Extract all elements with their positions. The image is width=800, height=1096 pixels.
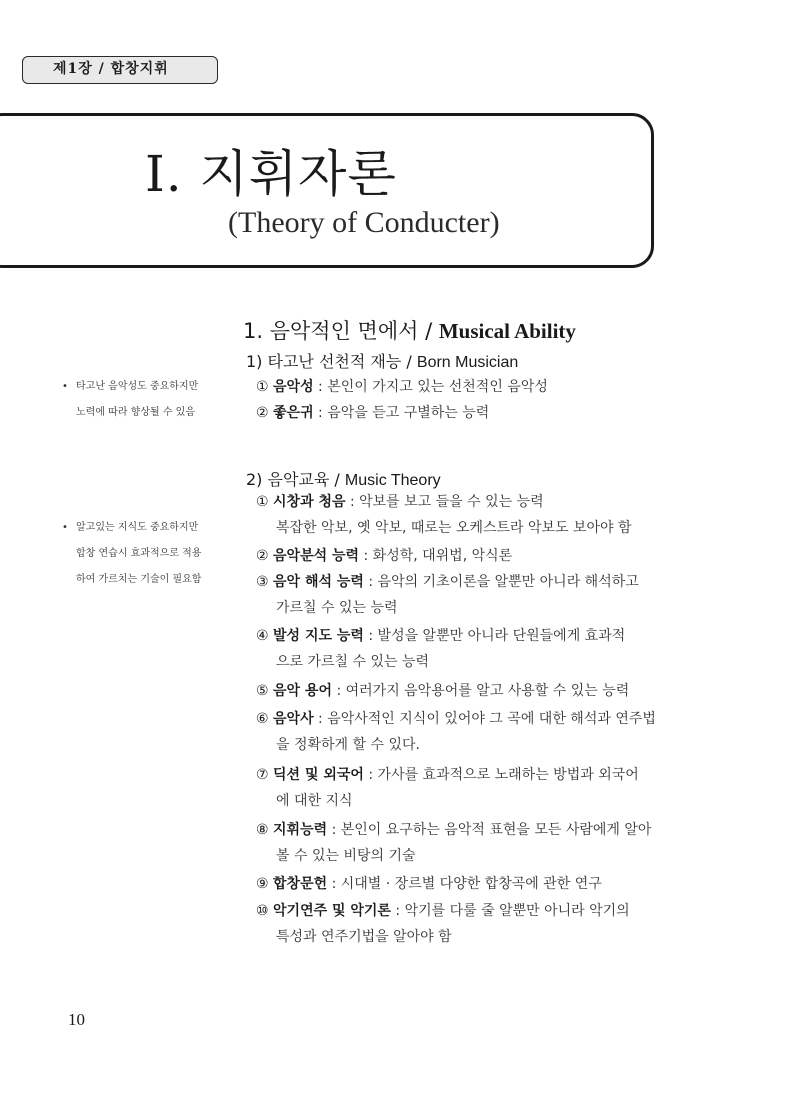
- item-marker: ①: [256, 379, 269, 395]
- chapter-tab: 제1장 / 합창지휘: [22, 56, 218, 84]
- list-item: [256, 543, 676, 569]
- item-marker: ①: [256, 494, 269, 510]
- page-number: 10: [68, 1010, 85, 1029]
- subsection-heading-1: [246, 349, 518, 372]
- item-term: 딕션 및 외국어: [273, 767, 364, 783]
- item-continuation: 볼 수 있는 비탕의 기술: [276, 848, 416, 864]
- item-continuation: 으로 가르칠 수 있는 능력: [276, 654, 430, 670]
- item-marker: ②: [256, 548, 269, 564]
- item-text: : 음악사적인 지식이 있어야 그 곡에 대한 해석과 연주법: [313, 711, 656, 727]
- item-term: 악기연주 및 악기론: [273, 903, 391, 919]
- item-text: : 본인이 가지고 있는 선천적인 음악성: [313, 379, 548, 395]
- item-continuation: 에 대한 지식: [276, 793, 353, 809]
- subsection-heading-english: Born Musician: [416, 354, 519, 371]
- list-item: [256, 374, 676, 400]
- subsection-heading-english: Music Theory: [344, 472, 441, 489]
- page-title: Ⅰ. 지휘자론: [145, 145, 397, 203]
- item-marker: ⑧: [256, 822, 269, 838]
- item-term: 발성 지도 능력: [273, 628, 364, 644]
- list-item: [256, 400, 676, 426]
- subsection-heading-2: [246, 467, 441, 490]
- item-continuation: 특성과 연주기법을 알아야 함: [276, 929, 452, 945]
- item-term: 시창과 청음: [273, 494, 346, 510]
- side-note-line: 합창 연습시 효과적으로 적용: [76, 548, 202, 559]
- side-note-line: 하여 가르치는 기술이 필요함: [76, 574, 202, 585]
- list-item: [256, 817, 676, 869]
- item-term: 합창문헌: [273, 876, 328, 892]
- item-term: 지휘능력: [273, 822, 328, 838]
- side-note-line: 노력에 따라 향상될 수 있음: [76, 407, 195, 418]
- item-marker: ⑥: [256, 711, 269, 727]
- list-item: [256, 569, 676, 621]
- item-marker: ⑤: [256, 683, 269, 699]
- item-text: : 본인이 요구하는 음악적 표현을 모든 사람에게 알아: [327, 822, 652, 838]
- item-marker: ⑦: [256, 767, 269, 783]
- section-heading-english: Musical Ability: [438, 319, 576, 343]
- item-continuation: 을 정확하게 할 수 있다.: [276, 737, 420, 753]
- side-note-line: 알고있는 지식도 중요하지만: [76, 522, 199, 533]
- item-text: : 악기를 다룰 줄 알뿐만 아니라 악기의: [390, 903, 630, 919]
- item-continuation: 복잡한 악보, 옛 악보, 때로는 오케스트라 악보도 보아야 함: [276, 520, 632, 536]
- item-marker: ⑨: [256, 876, 269, 892]
- list-item: [256, 678, 676, 704]
- section-heading: [243, 315, 576, 345]
- list-item: [256, 898, 676, 950]
- item-marker: ③: [256, 574, 269, 590]
- list-item: [256, 762, 676, 814]
- item-continuation: 가르칠 수 있는 능력: [276, 600, 398, 616]
- subsection-heading-korean: 2) 음악교육 /: [246, 470, 345, 489]
- side-note: [62, 515, 232, 593]
- item-term: 좋은귀: [273, 405, 314, 421]
- item-text: : 화성학, 대위법, 악식론: [359, 548, 513, 564]
- item-text: : 음악을 듣고 구별하는 능력: [313, 405, 490, 421]
- list-item: [256, 623, 676, 675]
- item-marker: ④: [256, 628, 269, 644]
- list-item: [256, 489, 676, 541]
- item-marker: ⑩: [256, 903, 269, 919]
- item-marker: ②: [256, 405, 269, 421]
- list-item: [256, 706, 676, 758]
- item-text: : 음악의 기초이론을 알뿐만 아니라 해석하고: [363, 574, 639, 590]
- item-text: : 가사를 효과적으로 노래하는 방법과 외국어: [363, 767, 639, 783]
- item-term: 음악 용어: [273, 683, 332, 699]
- item-text: : 악보를 보고 들을 수 있는 능력: [345, 494, 544, 510]
- side-note: [62, 374, 232, 426]
- side-note-line: 타고난 음악성도 중요하지만: [76, 381, 199, 392]
- item-text: : 발성을 알뿐만 아니라 단원들에게 효과적: [363, 628, 626, 644]
- list-item: [256, 871, 676, 897]
- page-subtitle: (Theory of Conducter): [228, 206, 500, 239]
- bullet-icon: •: [62, 522, 68, 533]
- item-term: 음악사: [273, 711, 314, 727]
- item-term: 음악성: [273, 379, 314, 395]
- section-heading-korean: 1. 음악적인 면에서 /: [243, 319, 439, 343]
- item-term: 음악분석 능력: [273, 548, 360, 564]
- item-text: : 시대별 · 장르별 다양한 합창곡에 관한 연구: [327, 876, 602, 892]
- subsection-heading-korean: 1) 타고난 선천적 재능 /: [246, 352, 417, 371]
- item-text: : 여러가지 음악용어를 알고 사용할 수 있는 능력: [332, 683, 630, 699]
- item-term: 음악 해석 능력: [273, 574, 364, 590]
- bullet-icon: •: [62, 381, 68, 392]
